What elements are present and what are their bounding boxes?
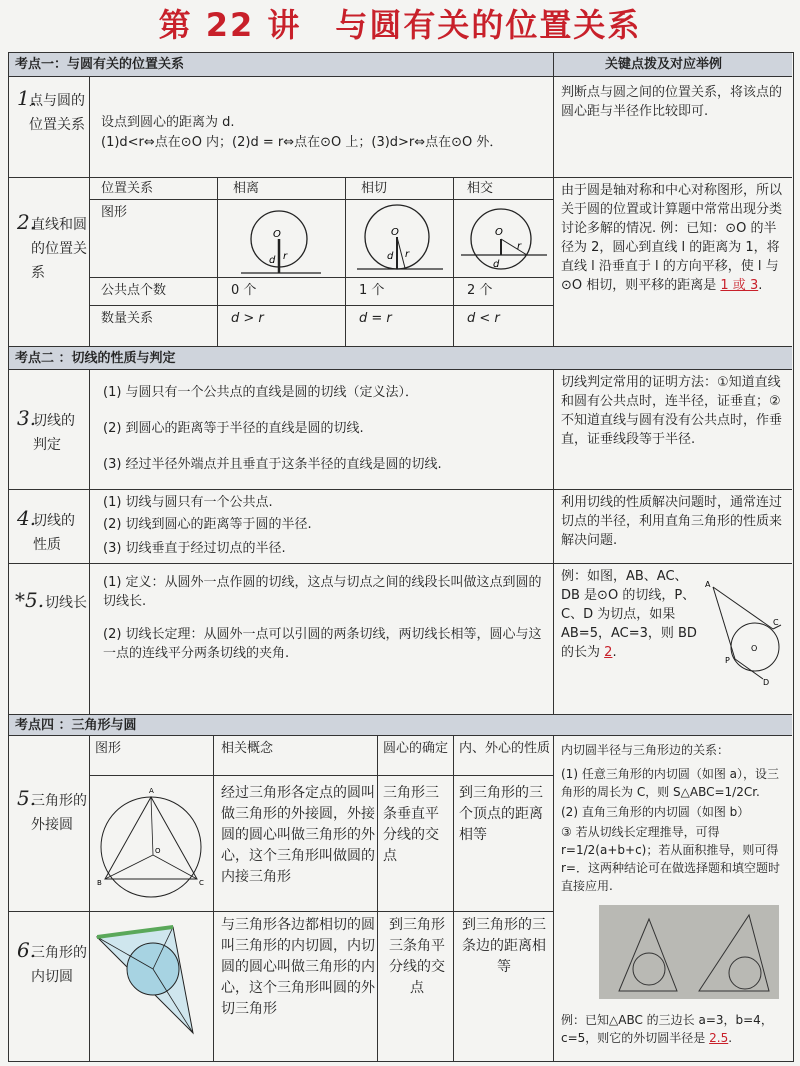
tri-period: . xyxy=(728,1031,733,1045)
label-o: O xyxy=(751,644,758,653)
label-A: A xyxy=(705,580,711,589)
tri-header-center: 圆心的确定 xyxy=(383,741,449,756)
label-C: C xyxy=(773,618,779,627)
row4-number: 4. xyxy=(17,506,37,530)
section-1-title: 考点一：与圆有关的位置关系 xyxy=(15,57,185,72)
tri-example xyxy=(561,1011,789,1047)
figure-tangent-length xyxy=(703,577,789,687)
label-r: r xyxy=(517,241,522,252)
figure-separate xyxy=(221,201,343,277)
row1-note: 判断点与圆之间的位置关系，将该点的圆心距与半径作比较即可. xyxy=(561,85,783,119)
figure-tangent xyxy=(349,201,451,277)
count-tangent: 1 个 xyxy=(359,283,385,298)
row6-label: 三角形的外接圆 xyxy=(31,793,87,833)
label-B: B xyxy=(97,879,102,887)
row6-property: 到三角形的三个顶点的距离相等 xyxy=(459,785,543,843)
row6-center: 三角形三条垂直平分线的交点 xyxy=(383,785,439,864)
relation-tangent: d = r xyxy=(359,311,392,326)
row-label-figure: 图形 xyxy=(101,205,128,220)
section-4-title: 考点四 ：三角形与圆 xyxy=(15,718,137,733)
tri-header-property: 内、外心的性质 xyxy=(459,741,551,756)
row1-line1: 设点到圆心的距离为 d. xyxy=(101,115,235,130)
label-d: d xyxy=(387,251,394,262)
row1-label: 点与圆的位置关系 xyxy=(29,93,85,133)
row2-number: 2. xyxy=(17,210,37,234)
figure-intersect xyxy=(457,201,551,277)
col-header-tangent: 相切 xyxy=(361,181,388,196)
row3-number: 3. xyxy=(17,406,37,430)
label-C: C xyxy=(199,879,204,887)
figure-inscribed xyxy=(93,915,211,1055)
row7-label: 三角形的内切圆 xyxy=(31,945,87,985)
row7-property: 到三角形的三条边的距离相等 xyxy=(462,917,546,975)
tri-note-item-1: (1) 任意三角形的内切圆（如图 a），设三角形的周长为 C，则 S△ABC=1/2Cr. xyxy=(561,767,779,799)
row3-note: 切线判定常用的证明方法：①知道直线和圆有公共点时，连半径，证垂直；②不知道直线与圆有没有公共点时，作垂直，证垂线段等于半径. xyxy=(561,375,783,447)
key-points-title: 关键点拨及对应举例 xyxy=(605,57,723,72)
col-header-intersect: 相交 xyxy=(467,181,494,196)
row5-label: 切线长 xyxy=(45,595,87,611)
label-d: d xyxy=(493,259,500,270)
row2-answer: 1 或 3 xyxy=(720,278,759,293)
row-label-count: 公共点个数 xyxy=(101,283,167,298)
tri-answer: 2.5 xyxy=(709,1031,729,1045)
section-4-header xyxy=(9,714,792,736)
count-separate: 0 个 xyxy=(231,283,257,298)
row4-item-1: (1) 切线与圆只有一个公共点. xyxy=(103,495,273,510)
row3-item-2: (2) 到圆心的距离等于半径的直线是圆的切线. xyxy=(103,421,364,436)
count-intersect: 2 个 xyxy=(467,283,493,298)
row4-item-3: (3) 切线垂直于经过切点的半径. xyxy=(103,541,286,556)
row-label-relation: 数量关系 xyxy=(101,311,154,326)
row2-period: . xyxy=(758,278,763,293)
label-P: P xyxy=(725,656,730,665)
row5-note-text: 例：如图，AB、AC、DB 是⊙O 的切线，P、C、D 为切点，如果 AB=5，AC=3，则 BD 的长为 xyxy=(561,569,697,660)
row5-answer: 2 xyxy=(604,645,613,660)
section-2-title: 考点二 ：切线的性质与判定 xyxy=(15,351,176,366)
row4-label: 切线的性质 xyxy=(33,513,75,553)
row6-concept: 经过三角形各定点的圆叫做三角形的外接圆，外接圆的圆心叫做三角形的外心，这个三角形叫做圆的内接三角形 xyxy=(221,785,375,885)
figure-circumscribed xyxy=(93,775,211,909)
label-o: O xyxy=(155,847,161,855)
label-r: r xyxy=(283,251,288,262)
row4-note: 利用切线的性质解决问题时，通常连过切点的半径，利用直角三角形的性质来解决问题. xyxy=(561,495,783,548)
row2-note xyxy=(561,181,789,295)
label-A: A xyxy=(149,787,154,795)
figure-photo-triangles xyxy=(599,905,779,999)
row6-number: 5. xyxy=(17,786,37,810)
tri-note-title: 内切圆半径与三角形边的关系： xyxy=(561,743,730,757)
tri-example-text: 例：已知△ABC 的三边长 a=3，b=4，c=5，则它的外切圆半径是 xyxy=(561,1013,773,1045)
label-o: O xyxy=(495,227,503,238)
label-d: d xyxy=(269,255,276,266)
tri-note-item-3: ③ 若从切线长定理推导，可得 r=1/2(a+b+c)；若从面积推导，则可得 r=．这两种结论可在做选择题和填空题时直接应用. xyxy=(561,825,780,893)
row2-example: 例：已知：⊙O 的半径为 2，圆心到直线 l 的距离为 1，将直线 l 沿垂直于 l 的方向平移，使 l 与⊙O 相切，则平移的距离是 xyxy=(561,221,780,293)
label-r: r xyxy=(405,249,410,260)
section-2-header xyxy=(9,346,792,370)
row2-label: 直线和圆的位置关系 xyxy=(31,217,87,281)
tri-header-concept: 相关概念 xyxy=(221,741,274,756)
label-o: O xyxy=(273,229,281,240)
row7-concept: 与三角形各边都相切的圆叫三角形的内切圆，内切圆的圆心叫做三角形的内心，这个三角形叫圆的外切三角形 xyxy=(221,917,375,1017)
row7-center: 到三角形三条角平分线的交点 xyxy=(389,917,445,996)
row4-item-2: (2) 切线到圆心的距离等于圆的半径. xyxy=(103,517,312,532)
label-o: O xyxy=(391,227,399,238)
row1-number: 1. xyxy=(17,86,37,110)
row5-note xyxy=(561,567,701,662)
row3-item-3: (3) 经过半径外端点并且垂直于这条半径的直线是圆的切线. xyxy=(103,457,442,472)
tri-note-item-2: (2) 直角三角形的内切圆（如图 b） xyxy=(561,805,750,819)
col-header-separate: 相离 xyxy=(233,181,260,196)
row3-item-1: (1) 与圆只有一个公共点的直线是圆的切线（定义法）． xyxy=(103,385,419,400)
col-header-position: 位置关系 xyxy=(101,181,154,196)
row3-label: 切线的判定 xyxy=(33,413,75,453)
row5-item-2: (2) 切线长定理：从圆外一点可以引圆的两条切线，两切线长相等，圆心与这一点的连线平分两条切线的夹角. xyxy=(103,627,542,661)
row7-number: 6. xyxy=(17,938,37,962)
label-D: D xyxy=(763,678,770,687)
tri-header-figure: 图形 xyxy=(95,741,122,756)
row5-item-1: (1) 定义：从圆外一点作圆的切线，这点与切点之间的线段长叫做这点到圆的切线长. xyxy=(103,575,542,609)
knowledge-table xyxy=(8,52,794,1062)
row5-number: *5. xyxy=(15,588,45,612)
page-title: 第 22 讲 与圆有关的位置关系 xyxy=(158,6,642,44)
row1-line2: (1)d<r⇔点在⊙O 内；(2)d = r⇔点在⊙O 上；(3)d>r⇔点在⊙O 外． xyxy=(101,135,503,150)
row2-note-text: 由于圆是轴对称和中心对称图形，所以关于圆的位置或计算题中常常出现分类讨论多解的情况. xyxy=(561,183,783,236)
relation-intersect: d < r xyxy=(467,311,500,326)
relation-separate: d > r xyxy=(231,311,264,326)
row5-period: . xyxy=(612,645,617,660)
section-1-header xyxy=(9,53,792,77)
